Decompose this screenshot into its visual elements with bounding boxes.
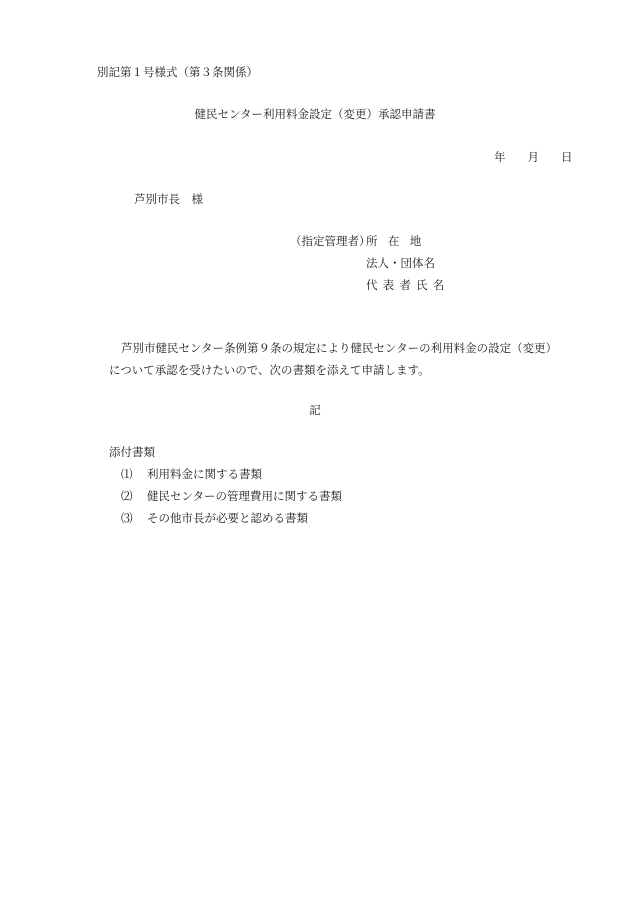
applicant-organization-label: 法人・団体名 <box>366 256 435 270</box>
date-day-label: 日 <box>561 150 573 164</box>
attachment-text: その他市長が必要と認める書類 <box>147 511 308 525</box>
applicant-representative-label: 代表者氏名 <box>366 278 450 292</box>
form-label: 別記第１号様式（第３条関係） <box>97 65 258 79</box>
attachment-number: ⑴ <box>121 467 133 481</box>
date-month-label: 月 <box>527 150 539 164</box>
attachment-text: 利用料金に関する書類 <box>147 467 262 481</box>
attachment-item <box>121 469 262 481</box>
attachments-heading: 添付書類 <box>109 445 155 459</box>
addressee: 芦別市長 様 <box>134 192 203 206</box>
body-text-line-2: について承認を受けたいので、次の書類を添えて申請します。 <box>109 363 430 377</box>
applicant-role: （指定管理者） <box>290 234 371 248</box>
body-text-line-1: 芦別市健民センター条例第９条の規定により健民センターの利用料金の設定（変更） <box>121 341 558 355</box>
attachment-item <box>121 513 308 525</box>
date-line <box>472 152 573 164</box>
date-year-label: 年 <box>494 150 506 164</box>
attachment-item <box>121 491 342 503</box>
attachment-number: ⑵ <box>121 489 133 503</box>
attachment-number: ⑶ <box>121 511 133 525</box>
applicant-address-label: 所在地 <box>366 234 432 248</box>
ki-heading: 記 <box>309 403 321 417</box>
attachment-text: 健民センターの管理費用に関する書類 <box>147 489 343 503</box>
document-title: 健民センター利用料金設定（変更）承認申請書 <box>194 107 436 121</box>
